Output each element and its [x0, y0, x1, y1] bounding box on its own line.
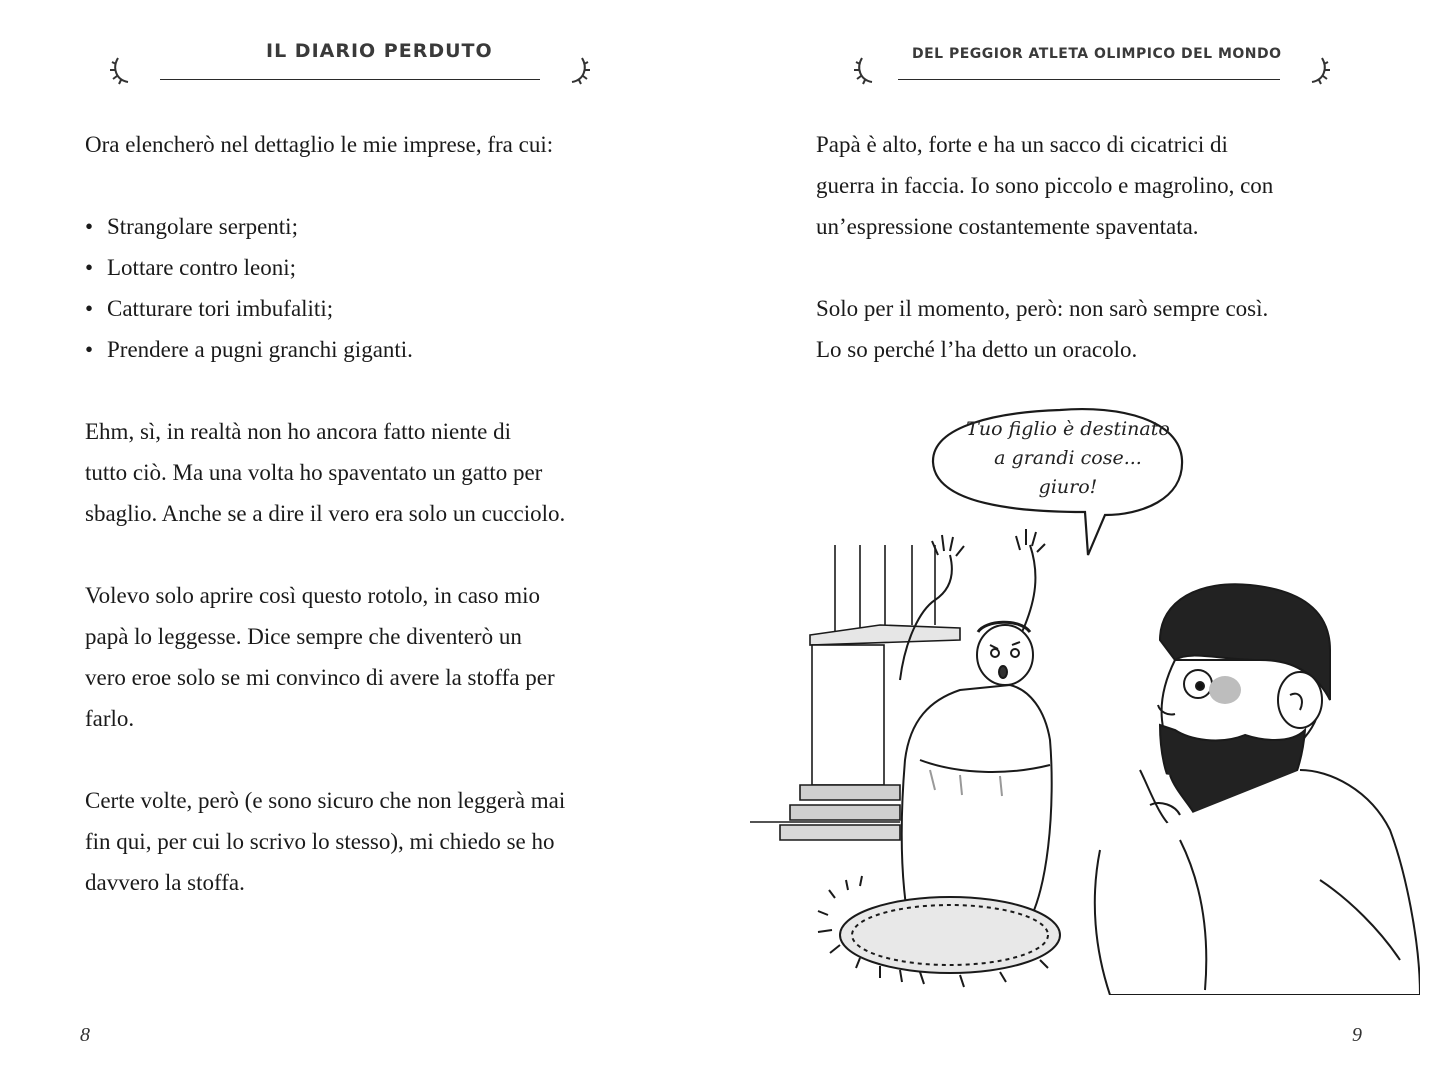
left-body-text — [85, 124, 685, 903]
paragraph-line: tutto ciò. Ma una volta ho spaventato un gatto per — [85, 460, 543, 485]
paragraph-line: Solo per il momento, però: non sarò sempre così. — [816, 296, 1269, 321]
paragraph-line: Volevo solo aprire così questo rotolo, in caso mio — [85, 583, 541, 608]
bubble-line: a grandi cose... — [994, 447, 1142, 469]
paragraph-line: Papà è alto, forte e ha un sacco di cicatrici di — [816, 132, 1228, 157]
paragraph-line: Ehm, sì, in realtà non ho ancora fatto niente di — [85, 419, 512, 444]
page-number: 8 — [80, 1024, 90, 1046]
header-rule — [160, 79, 540, 80]
header-title: IL DIARIO PERDUTO — [266, 40, 493, 62]
paragraph-line: un’espressione costantemente spaventata. — [816, 214, 1199, 239]
father-figure — [1095, 584, 1420, 995]
list-item: • Catturare tori imbufaliti; — [85, 288, 685, 329]
bubble-line: giuro! — [1038, 476, 1098, 498]
exploits-list — [85, 206, 685, 370]
paragraph-line: farlo. — [85, 706, 135, 731]
paragraph-line: Certe volte, però (e sono sicuro che non leggerà mai — [85, 788, 566, 813]
paragraph-line: davvero la stoffa. — [85, 870, 245, 895]
list-item: • Strangolare serpenti; — [85, 206, 685, 247]
laurel-left-icon — [852, 52, 888, 88]
list-item: • Lottare contro leoni; — [85, 247, 685, 288]
paragraph-line: papà lo leggesse. Dice sempre che diventerò un — [85, 624, 522, 649]
boy-figure — [900, 529, 1052, 942]
paragraph-line: guerra in faccia. Io sono piccolo e magrolino, con — [816, 173, 1274, 198]
paragraph-line: Lo so perché l’ha detto un oracolo. — [816, 337, 1138, 362]
laurel-left-icon — [108, 52, 144, 88]
right-body-text — [816, 124, 1416, 370]
paragraph-line: vero eroe solo se mi convinco di avere la stoffa per — [85, 665, 555, 690]
paragraph-line: fin qui, per cui lo scrivo lo stesso), mi chiedo se ho — [85, 829, 555, 854]
page-number: 9 — [1352, 1024, 1362, 1046]
laurel-right-icon — [1296, 52, 1332, 88]
header-title: DEL PEGGIOR ATLETA OLIMPICO DEL MONDO — [912, 46, 1282, 62]
bubble-line: Tuo figlio è destinato — [966, 418, 1170, 440]
left-running-header — [108, 34, 598, 94]
paragraph-line: sbaglio. Anche se a dire il vero era solo un cucciolo. — [85, 501, 566, 526]
right-running-header — [852, 34, 1342, 94]
left-page — [0, 0, 722, 1080]
paragraph: Ora elencherò nel dettaglio le mie imprese, fra cui: — [85, 132, 554, 157]
header-rule — [898, 79, 1280, 80]
list-item: • Prendere a pugni granchi giganti. — [85, 329, 685, 370]
speech-bubble-text — [950, 415, 1186, 502]
laurel-right-icon — [556, 52, 592, 88]
